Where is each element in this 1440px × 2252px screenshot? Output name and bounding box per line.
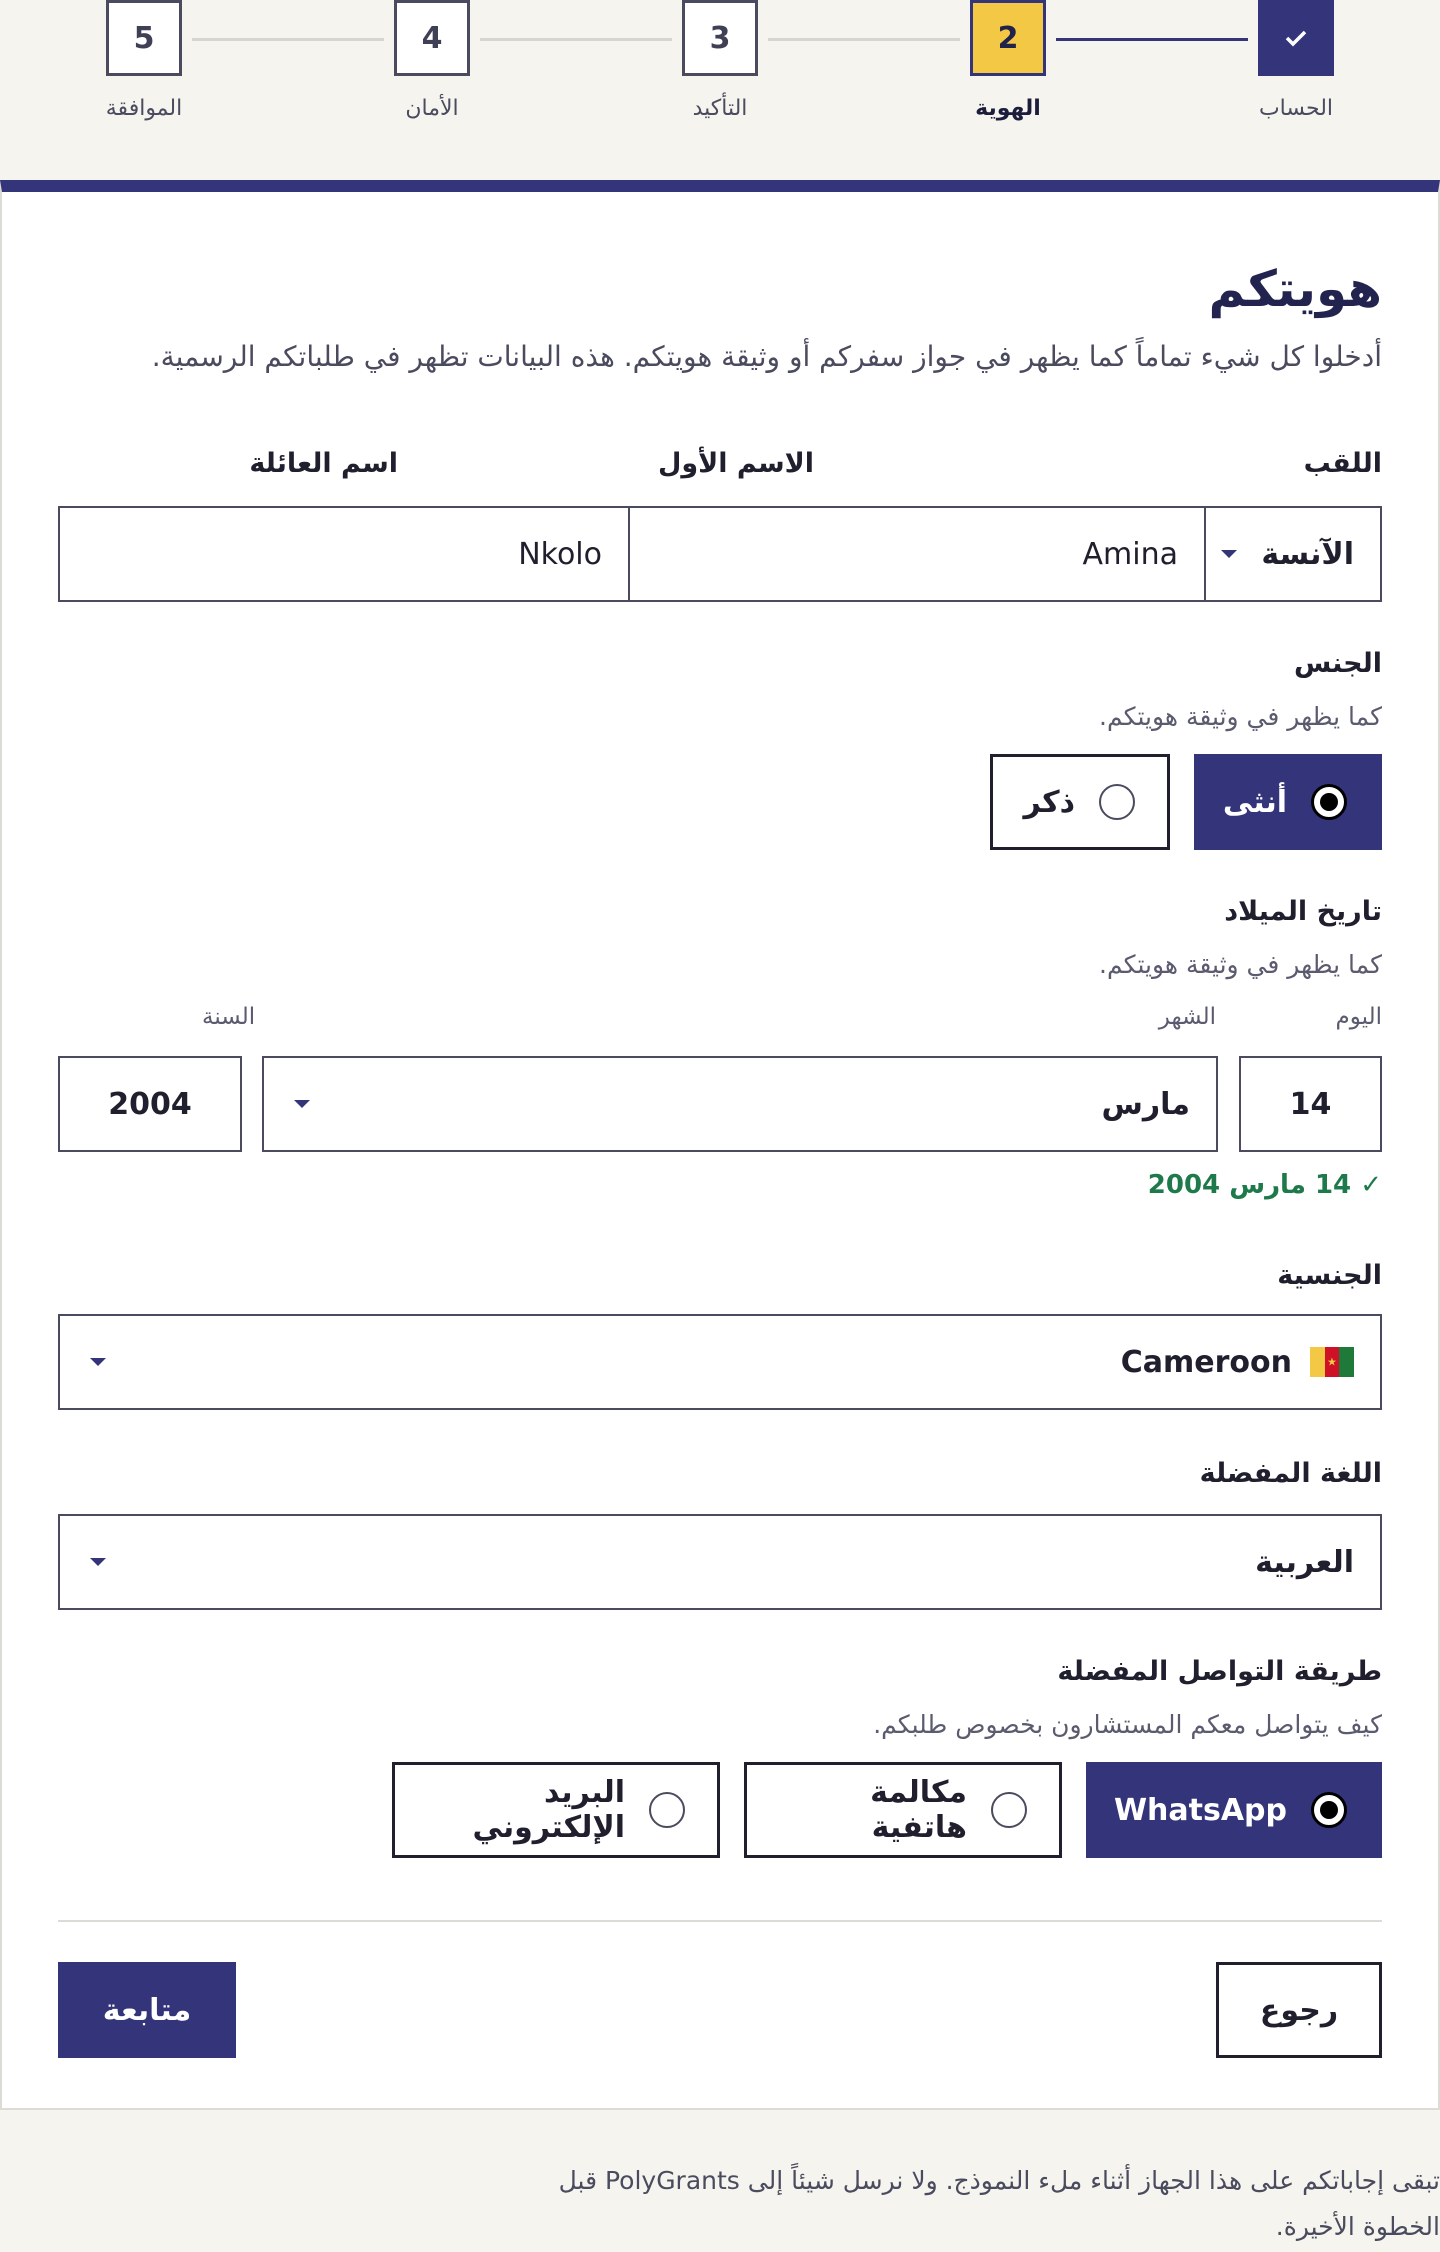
contact-whatsapp-label: WhatsApp	[1113, 1792, 1287, 1828]
page-title: هويتكم	[1208, 260, 1382, 318]
contact-option-whatsapp[interactable]	[1086, 1762, 1382, 1858]
radio-selected-icon	[1311, 784, 1347, 820]
form-divider	[58, 1920, 1382, 1922]
language-value: العربية	[1255, 1544, 1354, 1580]
honorific-value: الآنسة	[1261, 536, 1354, 572]
contact-phone-label: مكالمة هاتفية	[870, 1775, 967, 1845]
dob-label: تاريخ الميلاد	[1224, 896, 1382, 927]
gender-label: الجنس	[1293, 648, 1382, 679]
continue-button[interactable]: متابعة	[58, 1962, 236, 2058]
contact-label: طريقة التواصل المفضلة	[1057, 1656, 1382, 1687]
dob-hint: كما يظهر في وثيقة هويتكم.	[1099, 950, 1382, 979]
page-subtitle: أدخلوا كل شيء تماماً كما يظهر في جواز سفركم أو وثيقة هويتكم. هذه البيانات تظهر في طلباتكم الرسمية.	[151, 340, 1382, 373]
step-security[interactable]	[332, 0, 532, 121]
last-name-value: Nkolo	[518, 536, 602, 572]
step-identity-number: 2	[970, 0, 1046, 76]
dob-day-value: 14	[1289, 1086, 1332, 1122]
dob-day-label: اليوم	[1335, 1004, 1382, 1030]
nationality-label: الجنسية	[1277, 1260, 1382, 1291]
contact-option-email[interactable]	[392, 1762, 720, 1858]
step-identity[interactable]	[908, 0, 1108, 121]
gender-option-female[interactable]	[1194, 754, 1382, 850]
gender-hint: كما يظهر في وثيقة هويتكم.	[1099, 702, 1382, 731]
back-button[interactable]: رجوع	[1216, 1962, 1382, 2058]
language-label: اللغة المفضلة	[1199, 1458, 1382, 1489]
cameroon-flag-icon	[1310, 1347, 1354, 1377]
step-account-label: الحساب	[1258, 96, 1334, 121]
step-security-label: الأمان	[405, 96, 459, 121]
progress-stepper	[0, 0, 1440, 180]
dob-year-label: السنة	[202, 1004, 256, 1030]
nationality-select[interactable]	[58, 1314, 1382, 1410]
dob-day-input[interactable]	[1239, 1056, 1382, 1152]
step-consent[interactable]	[44, 0, 244, 121]
dob-month-label: الشهر	[1158, 1004, 1216, 1030]
gender-female-label: أنثى	[1222, 784, 1287, 820]
radio-empty-icon	[991, 1792, 1027, 1828]
step-account[interactable]	[1196, 0, 1396, 121]
first-name-value: Amina	[1082, 536, 1178, 572]
last-name-label: اسم العائلة	[249, 448, 398, 479]
dob-year-input[interactable]	[58, 1056, 242, 1152]
step-identity-label: الهوية	[975, 96, 1041, 121]
step-security-number: 4	[394, 0, 470, 76]
radio-empty-icon	[1099, 784, 1135, 820]
dob-confirmation: ✓ 14 مارس 2004	[1147, 1170, 1382, 1200]
contact-email-label: البريد الإلكتروني	[472, 1775, 625, 1845]
last-name-input[interactable]	[58, 506, 630, 602]
first-name-label: الاسم الأول	[657, 448, 814, 479]
step-confirmation-label: التأكيد	[692, 96, 748, 121]
first-name-input[interactable]	[626, 506, 1206, 602]
honorific-label: اللقب	[1303, 448, 1382, 479]
step-confirmation-number: 3	[682, 0, 758, 76]
gender-option-male[interactable]	[990, 754, 1170, 850]
nationality-value: Cameroon	[1120, 1344, 1292, 1380]
honorific-select[interactable]	[1189, 506, 1382, 602]
dob-year-value: 2004	[108, 1086, 192, 1122]
radio-selected-icon	[1311, 1792, 1347, 1828]
step-account-check-icon	[1258, 0, 1334, 76]
dob-month-value: مارس	[1101, 1086, 1190, 1122]
step-confirmation[interactable]	[620, 0, 820, 121]
language-select[interactable]	[58, 1514, 1382, 1610]
step-consent-number: 5	[106, 0, 182, 76]
chevron-down-icon	[90, 1558, 106, 1566]
gender-male-label: ذكر	[1023, 784, 1075, 820]
contact-option-phone[interactable]	[744, 1762, 1062, 1858]
chevron-down-icon	[294, 1100, 310, 1108]
chevron-down-icon	[1221, 550, 1237, 558]
contact-hint: كيف يتواصل معكم المستشارون بخصوص طلبكم.	[873, 1710, 1382, 1739]
chevron-down-icon	[90, 1358, 106, 1366]
radio-empty-icon	[649, 1792, 685, 1828]
footer-note: تبقى إجاباتكم على هذا الجهاز أثناء ملء النموذج. ولا نرسل شيئاً إلى PolyGrants قبل الخطوة الأخيرة.	[558, 2166, 1440, 2241]
step-consent-label: الموافقة	[105, 96, 183, 121]
dob-month-select[interactable]	[262, 1056, 1218, 1152]
identity-form-card	[0, 180, 1440, 2110]
